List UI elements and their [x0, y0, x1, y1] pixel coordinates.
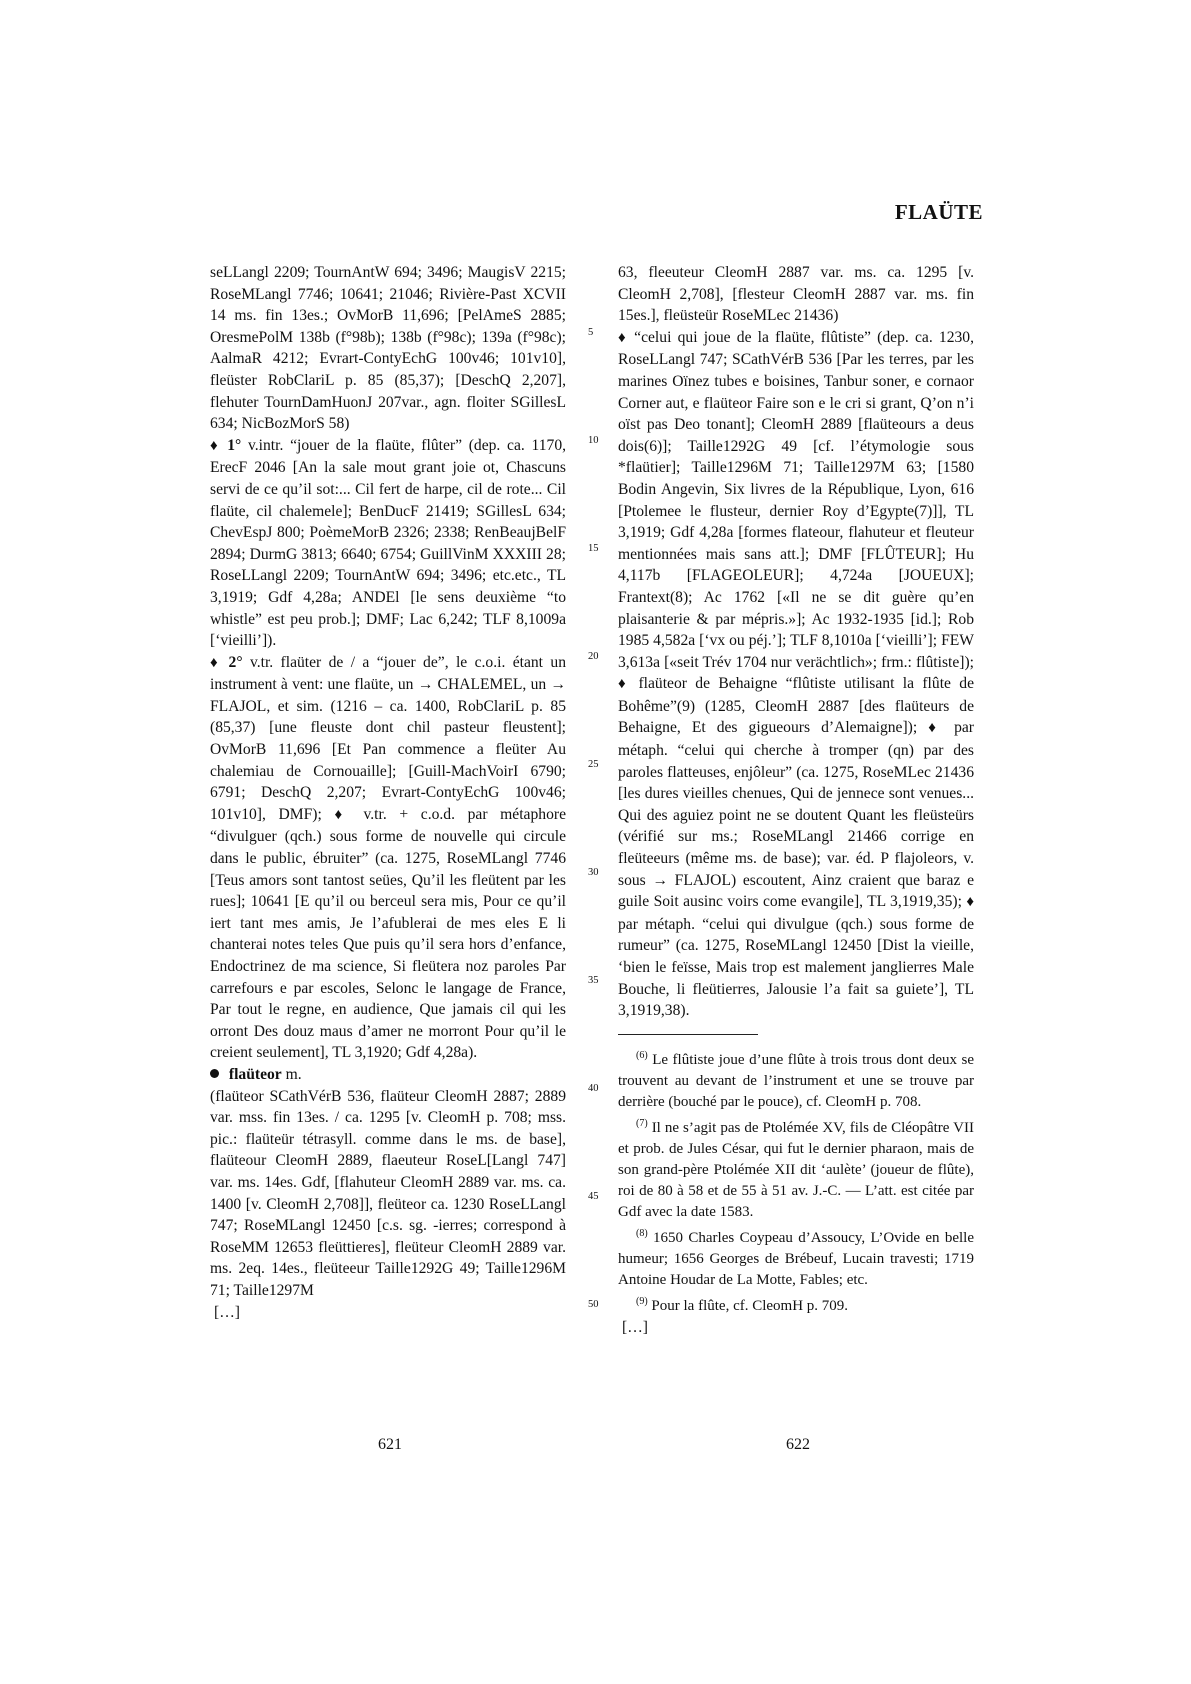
sense-2-number: 2°	[228, 653, 243, 671]
line-number: 10	[588, 435, 599, 446]
line-number: 40	[588, 1083, 599, 1094]
headword: FLAÜTE	[894, 200, 983, 224]
footnote-9	[618, 1291, 974, 1317]
footnote-text: Pour la flûte, cf. CleomH p. 709.	[651, 1297, 849, 1314]
footnote-6	[618, 1045, 974, 1113]
line-number: 5	[588, 327, 594, 338]
line-number: 50	[588, 1299, 599, 1310]
sense-1-number: 1°	[227, 436, 242, 454]
sense-1	[210, 435, 566, 652]
right-sense-behaigne: flaüteor de Behaigne “flûtiste utilisant la flûte de Bohême”(9) (1285, CleomH 2887 [des flaüteurs de Behaigne, Et des gigueours d’Alemaigne]);	[618, 675, 975, 737]
small-diamond-icon: ♦	[618, 676, 631, 693]
left-column	[210, 262, 566, 1323]
diamond-icon: ♦	[210, 654, 222, 671]
sense-2-vtr: v.tr. + c.o.d. par métaphore “divulguer (qch.) sous forme de nouvelle qui circule dans le public, ébruiter” (ca. 1275, RoseMLangl 7746 [Teus amors sont tantost seües, Qu’il les fleütent par les rues]; 10641 [E qu’il ou berceul sera mis, Pour ce qu’il iert tant mes amis, Je l’afublerai de mes eles E li chanterai notes teles Que puis qu’il sera hors d’enfance, Endoctrinez de ma science, Si fleütera noz paroles Par carrefours e par escoles, Selonc le langage de France, Par tout le regne, en audience, Que jamais cil qui les orront Des douz maus d’amer ne morront Pour qu’il le creient seulement], TL 3,1920; Gdf 4,28a).	[210, 805, 566, 1062]
bullet-icon	[210, 1069, 219, 1078]
footnote-number: (9)	[636, 1295, 648, 1307]
truncation-marker: […]	[214, 1303, 240, 1321]
sub-lemma	[210, 1064, 566, 1086]
line-number: 25	[588, 759, 599, 770]
footnote-text: Il ne s’agit pas de Ptolémée XV, fils de Cléopâtre VII et prob. de Jules César, qui fut le dernier pharaon, mais de son grand-père Ptolémée XII dit ‘aulète’ (joueur de flûte), roi de 80 à 58 et de 55 à 51 av. J.-C. — L’att. est citée par Gdf avec la date 1583.	[618, 1119, 974, 1220]
line-number: 35	[588, 975, 599, 986]
footnote-text: 1650 Charles Coypeau d’Assoucy, L’Ovide en belle humeur; 1656 Georges de Brébeuf, Lucain travesti; 1719 Antoine Houdar de La Motte, Fables; etc.	[618, 1229, 974, 1288]
footnote-number: (7)	[636, 1117, 648, 1129]
diamond-icon: ♦	[618, 329, 628, 346]
footnote-number: (6)	[636, 1049, 648, 1061]
sense-1-text: v.intr. “jouer de la flaüte, flûter” (dep. ca. 1170, ErecF 2046 [An la sale mout grant joie ot, Chascuns servi de ce qu’il sot:... Cil fert de harpe, cil de rote... Cil flaüte, cil chalemele]; BenDucF 21419; SGillesL 634; ChevEspJ 800; PoèmeMorB 2326; 2338; RenBeaujBelF 2894; DurmG 3813; 6640; 6754; GuillVinM XXXIII 28; RoseLLangl 2209; TournAntW 694; 3496; etc.etc., TL 3,1919; Gdf 4,28a; ANDEl [le sens deuxième “to whistle” est peu prob.]; DMF; Lac 6,242; TLF 8,1009a [‘vieilli’]).	[210, 436, 567, 650]
small-diamond-icon: ♦	[928, 720, 944, 737]
right-sense	[618, 327, 974, 1022]
footnote-8	[618, 1223, 974, 1291]
small-diamond-icon: ♦	[966, 894, 974, 911]
sub-lemma-gender: m.	[285, 1065, 302, 1083]
sense-2	[210, 652, 566, 1064]
line-number: 30	[588, 867, 599, 878]
sub-lemma-forms: (flaüteor SCathVérB 536, flaüteur CleomH 2887; 2889 var. mss. fin 13es. / ca. 1295 [v. CleomH p. 708; mss. pic.: flaüteür tétrasyll. comme dans le ms. de base], flaüteour CleomH 2889, flaeuteur RoseL[Langl 747] var. ms. 14es. Gdf, [flahuteur CleomH 2889 var. ms. ca. 1400 [v. CleomH 2,708]], fleüteor ca. 1230 RoseLLangl 747; RoseMLangl 12450 [c.s. sg. -ierres; correspond à RoseMM 12653 fleüttieres], fleüteur CleomH 2889 var. ms. 2eq. 14es., fleüteeur Taille1292G 49; Taille1296M 71; Taille1297M	[210, 1087, 566, 1299]
small-diamond-icon: ♦	[334, 806, 351, 823]
sub-lemma-word: flaüteor	[228, 1065, 282, 1083]
page-number-right: 622	[786, 1436, 810, 1453]
truncation-marker: […]	[622, 1318, 648, 1336]
footnote-rule	[618, 1034, 758, 1035]
footnote-text: Le flûtiste joue d’une flûte à trois trous dont deux se trouvent au devant de l’instrument et une se trouve par derrière (bouché par le pouce), cf. CleomH p. 708.	[618, 1051, 975, 1110]
right-sense-text: “celui qui joue de la flaüte, flûtiste” (dep. ca. 1230, RoseLLangl 747; SCathVérB 536 [Par les terres, par les marines Oïnez tubes e boisines, Tanbur soner, e cornaor Corner aut, e flaüteor Faire son e le cri si grant, Q’on n’i oïst pas Deo tonant]; CleomH 2889 [flaüteours a deus dois(6)]; Taille1292G 49 [cf. l’étymologie sous *flaütier]; Taille1296M 71; Taille1297M 63; [1580 Bodin Angevin, Six livres de la République, Lyon, 616 [Ptolemee le flusteur, dernier Roy d’Egypte(7)]], TL 3,1919; Gdf 4,28a [formes flateour, flahuteur et fleuteur mentionnées mais sans att.]; DMF [FLÛTEUR]; Hu 4,117b [FLAGEOLEUR]; 4,724a [JOUEUX]; Frantext(8); Ac 1762 [«Il ne se dit guère qu’en plaisanterie & par mépris.»]; Ac 1932-1935 [id.]; Rob 1985 4,582a [‘vx ou péj.’]; TLF 8,1010a [‘vieilli’]; FEW 3,613a [«seit Trév 1704 nur verächtlich»; frm.: flûtiste]);	[618, 328, 974, 671]
right-sense-metaph-2: par métaph. “celui qui divulgue (qch.) sous forme de rumeur” (ca. 1275, RoseMLangl 12450 [Dist la vieille, ‘bien le feïsse, Mais trop est malement janglierres Male Bouche, li fleütierres, Jalousie l’a fait sa guiete’], TL 3,1919,38).	[618, 915, 974, 1020]
footnote-7	[618, 1113, 974, 1223]
diamond-icon: ♦	[210, 437, 221, 454]
line-number: 20	[588, 651, 599, 662]
line-number: 45	[588, 1191, 599, 1202]
right-column	[618, 262, 974, 1338]
sense-2-text: v.tr. flaüter de / a “jouer de”, le c.o.i. étant un instrument à vent: une flaüte, un → CHALEMEL, un → FLAJOL, et sim. (1216 – ca. 1400, RobClariL p. 85 (85,37) [une fleuste dont chil pasteur fleustent]; OvMorB 11,696 [Et Pan commence a fleüter Au chalemiau de Cornouaille]; [Guill-MachVoirI 6790; 6791; DeschQ 2,207; Evrart-ContyEchG 100v46; 101v10], DMF);	[210, 653, 566, 823]
right-paragraph: 63, fleeuteur CleomH 2887 var. ms. ca. 1295 [v. CleomH 2,708], [flesteur CleomH 2887 var. ms. fin 15es.], fleüsteür RoseMLec 21436)	[618, 264, 974, 325]
left-paragraph: seLLangl 2209; TournAntW 694; 3496; MaugisV 2215; RoseMLangl 7746; 10641; 21046; Rivière-Past XCVII 14 ms. fin 13es.; OvMorB 11,696; [PelAmeS 2885; OresmePolM 138b (f°98b); 138b (f°98c); 139a (f°98c); AalmaR 4212; Evrart-ContyEchG 100v46; 101v10], fleüster RobClariL p. 85 (85,37); [DeschQ 2,207], flehuter TournDamHuonJ 207var., agn. floiter SGillesL 634; NicBozMorS 58)	[210, 264, 566, 433]
footnote-number: (8)	[636, 1227, 648, 1239]
right-sense-metaph-1: par métaph. “celui qui cherche à tromper (qn) par des paroles flatteuses, enjôleur” (ca. 1275, RoseMLec 21436 [les dures vieilles chenues, Qui de jennece sont venues... Qui des aguiez point ne se doutent Quant les fleüsteürs (vérifié sur ms.; RoseMLangl 21466 corrige en fleüteeurs (même ms. de base); var. éd. P flajoleors, v. sous → FLAJOL) escoutent, Ainz craient que baraz e guile Soit ausinc voirs come evangile], TL 3,1919,35);	[618, 719, 975, 911]
line-number: 15	[588, 543, 599, 554]
page-number-left: 621	[378, 1436, 402, 1453]
